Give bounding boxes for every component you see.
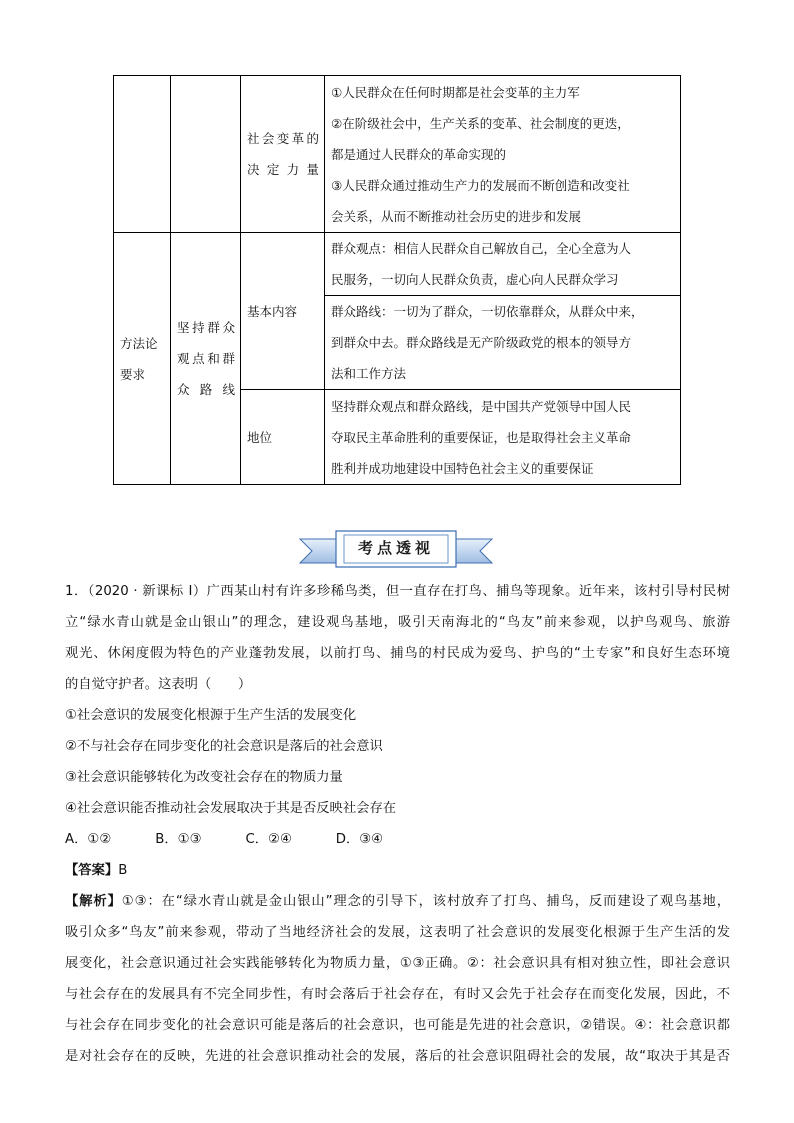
section-banner — [296, 527, 496, 571]
option-d: D．③④ — [335, 832, 384, 847]
table-cell-empty — [171, 76, 241, 233]
topic-cell — [171, 233, 241, 485]
point-line: 会关系，从而不断推动社会历史的进步和发展 — [331, 208, 582, 224]
analysis-line: 与社会存在同步变化的社会意识可能是落后的社会意识，也可能是先进的社会意识，②错误。④：社会意识都 — [65, 1018, 730, 1033]
knowledge-table — [113, 75, 681, 485]
category-label: 方法论要求 — [120, 335, 158, 382]
mass-view-line: 群众观点：相信人民群众自己解放自己，全心全意为人 — [331, 241, 632, 256]
statement-item: ②不与社会存在同步变化的社会意识是落后的社会意识 — [65, 739, 383, 754]
question-stem-line: 立“绿水青山就是金山银山”的理念，建设观鸟基地，吸引天南海北的“鸟友”前来参观，以护鸟观鸟、旅游 — [65, 615, 730, 630]
analysis-line — [65, 886, 730, 917]
basic-content-label: 基本内容 — [247, 303, 298, 319]
analysis-line: 展变化，社会意识通过社会实践能够转化为物质力量，①③正确。②：社会意识具有相对独立性，即社会意识 — [65, 956, 730, 971]
question-stem-line: 1．（2020 · 新课标 I）广西某山村有许多珍稀鸟类，但一直存在打鸟、捕鸟等现象。近年来，该村引导村民树 — [65, 584, 730, 599]
statement-item: ④社会意识能否推动社会发展取决于其是否反映社会存在 — [65, 801, 397, 816]
basic-content-cell — [241, 233, 325, 390]
statement-item: ①社会意识的发展变化根源于生产生活的发展变化 — [65, 708, 357, 723]
mass-line-cell — [325, 296, 681, 390]
answer-label: 【答案】 — [65, 863, 119, 878]
mass-line-line: 到群众中去。群众路线是无产阶级政党的根本的领导方 — [331, 335, 632, 350]
question-stem-line: 的自觉守护者。这表明（ ） — [65, 677, 252, 692]
statement-item: ③社会意识能够转化为改变社会存在的物质力量 — [65, 770, 343, 785]
answer-options — [65, 824, 730, 855]
option-c: C．②④ — [245, 832, 292, 847]
analysis-line: 吸引众多“鸟友”前来参观，带动了当地经济社会的发展，这表明了社会意识的发展变化根源于生产生活的发 — [65, 925, 730, 940]
row-label-decisive-force: 社会变革的决定力量 — [247, 131, 319, 177]
option-a: A．①② — [65, 832, 112, 847]
status-line: 夺取民主革命胜利的重要保证，也是取得社会主义革命 — [331, 429, 632, 445]
mass-view-cell — [325, 233, 681, 296]
analysis-text: ①③：在“绿水青山就是金山银山”理念的引导下，该村放弃了打鸟、捕鸟，反而建设了观鸟基地， — [121, 894, 730, 909]
answer-line — [65, 855, 730, 886]
answer-value: B — [118, 863, 128, 878]
option-b: B．①③ — [155, 832, 202, 847]
point-line: 都是通过人民群众的革命实现的 — [331, 146, 507, 162]
analysis-label: 【解析】 — [65, 894, 122, 909]
point-line: ③人民群众通过推动生产力的发展而不断创造和改变社 — [331, 177, 630, 193]
topic-label: 坚持群众观点和群众路线 — [177, 320, 235, 397]
status-cell — [241, 390, 325, 485]
mass-line-line: 群众路线：一切为了群众，一切依靠群众，从群众中来， — [331, 304, 644, 319]
point-line: ②在阶级社会中，生产关系的变革、社会制度的更迭， — [331, 115, 630, 131]
status-line: 坚持群众观点和群众路线，是中国共产党领导中国人民 — [331, 398, 632, 414]
question-block — [65, 576, 730, 1072]
analysis-line: 是对社会存在的反映，先进的社会意识推动社会的发展，落后的社会意识阻碍社会的发展，故“取决于其是否 — [65, 1049, 730, 1064]
banner-title: 考点透视 — [357, 539, 434, 557]
mass-line-line: 法和工作方法 — [331, 366, 407, 381]
question-stem-line: 观光、休闲度假为特色的产业蓬勃发展，以前打鸟、捕鸟的村民成为爱鸟、护鸟的“土专家”和良好生态环境 — [65, 646, 730, 661]
table-cell-label — [241, 76, 325, 233]
status-label: 地位 — [247, 429, 273, 445]
status-content-cell — [325, 390, 681, 485]
category-cell — [114, 233, 171, 485]
point-line: ①人民群众在任何时期都是社会变革的主力军 — [331, 84, 580, 100]
status-line: 胜利并成功地建设中国特色社会主义的重要保证 — [331, 460, 594, 476]
table-cell-empty — [114, 76, 171, 233]
table-row — [114, 76, 681, 233]
table-cell-content — [325, 76, 681, 233]
mass-view-line: 民服务，一切向人民群众负责，虚心向人民群众学习 — [331, 272, 619, 287]
analysis-line: 与社会存在的发展具有不完全同步性，有时会落后于社会存在，有时又会先于社会存在而变化发展，因此，不 — [65, 987, 730, 1002]
table-row — [114, 233, 681, 296]
